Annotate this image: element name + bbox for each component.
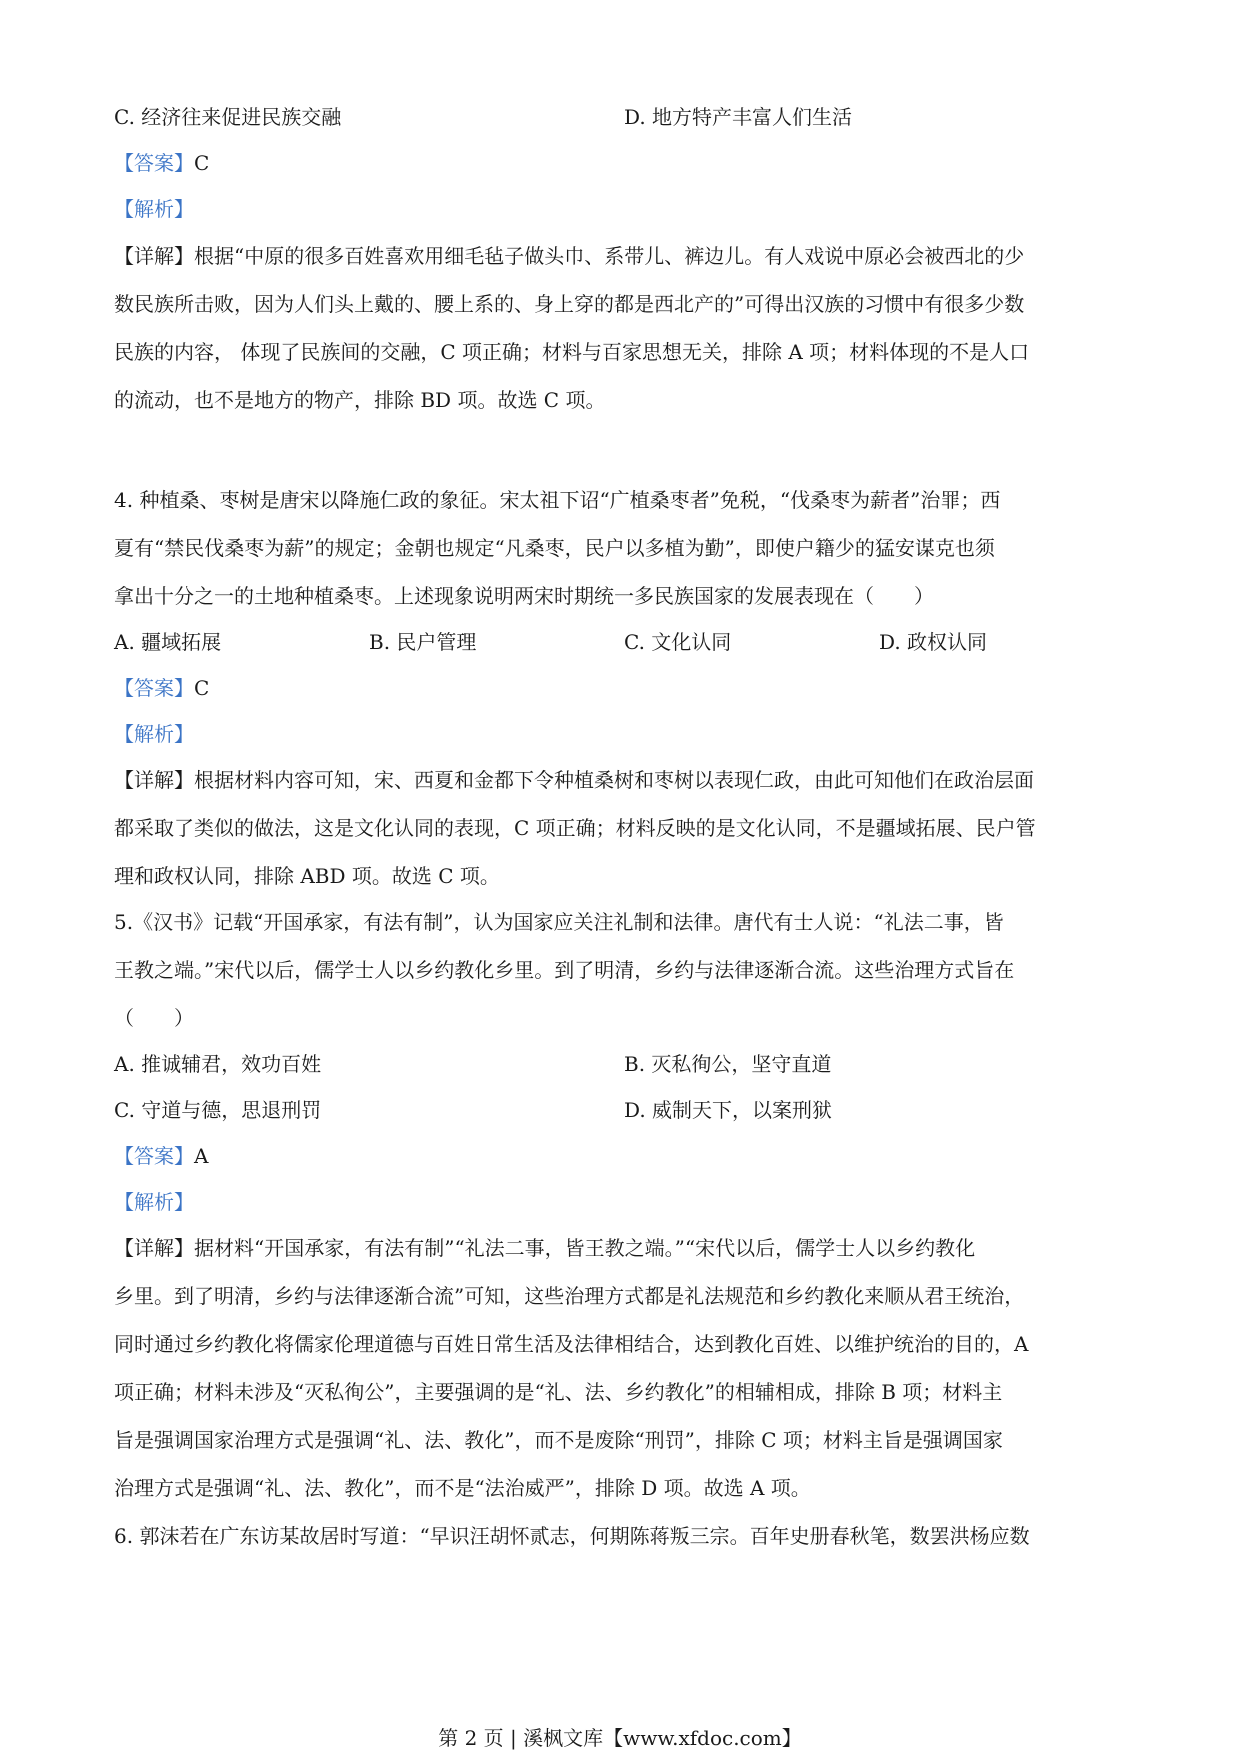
- q4-option-a: A. 疆域拓展: [114, 630, 222, 654]
- q3-detail-line: 民族的内容， 体现了民族间的交融，C 项正确；材料与百家思想无关，排除 A 项；材料体现的不是人口: [114, 340, 1030, 364]
- q3-option-c: C. 经济往来促进民族交融: [114, 105, 342, 129]
- q5-stem-line: 5.《汉书》记载“开国承家，有法有制”，认为国家应关注礼制和法律。唐代有士人说：“礼法二事，皆: [114, 910, 1004, 934]
- page-footer: 第 2 页 | 溪枫文库【www.xfdoc.com】: [438, 1726, 802, 1750]
- q5-stem-line: 王教之端。”宋代以后，儒学士人以乡约教化乡里。到了明清，乡约与法律逐渐合流。这些治理方式旨在: [114, 958, 1015, 982]
- q4-analysis-tag: 【解析】: [114, 722, 194, 746]
- answer-value: C: [194, 676, 210, 700]
- q3-answer: [114, 148, 1124, 178]
- q5-detail-line: 同时通过乡约教化将儒家伦理道德与百姓日常生活及法律相结合，达到教化百姓、以维护统治的目的，A: [114, 1332, 1029, 1356]
- q5-detail-line: 项正确；材料未涉及“灭私徇公”，主要强调的是“礼、法、乡约教化”的相辅相成，排除 B 项；材料主: [114, 1380, 1003, 1404]
- q3-analysis-tag: 【解析】: [114, 197, 194, 221]
- q4-detail-line: 都采取了类似的做法，这是文化认同的表现，C 项正确；材料反映的是文化认同，不是疆域拓展、民户管: [114, 816, 1036, 840]
- q5-option-b: B. 灭私徇公，坚守直道: [624, 1052, 832, 1076]
- q4-option-d: D. 政权认同: [879, 630, 988, 654]
- q5-stem-line: （ ）: [114, 1006, 194, 1030]
- q5-detail-line: 治理方式是强调“礼、法、教化”，而不是“法治威严”，排除 D 项。故选 A 项。: [114, 1476, 811, 1500]
- answer-value: C: [194, 151, 210, 175]
- q3-detail-line: 【详解】根据“中原的很多百姓喜欢用细毛毡子做头巾、系带儿、裤边儿。有人戏说中原必会被西北的少: [114, 244, 1025, 268]
- answer-tag: 【答案】: [114, 151, 194, 175]
- q5-options-row-1: [114, 1049, 1124, 1079]
- q4-option-b: B. 民户管理: [369, 630, 477, 654]
- q4-detail-line: 理和政权认同，排除 ABD 项。故选 C 项。: [114, 864, 500, 888]
- q3-detail-line: 数民族所击败，因为人们头上戴的、腰上系的、身上穿的都是西北产的”可得出汉族的习惯中有很多少数: [114, 292, 1025, 316]
- q5-detail-line: 旨是强调国家治理方式是强调“礼、法、教化”，而不是废除“刑罚”，排除 C 项；材料主旨是强调国家: [114, 1428, 1003, 1452]
- q5-analysis-tag: 【解析】: [114, 1190, 194, 1214]
- answer-tag: 【答案】: [114, 1144, 194, 1168]
- q4-answer: [114, 673, 1124, 703]
- q5-option-a: A. 推诚辅君，效功百姓: [114, 1052, 322, 1076]
- q6-stem-line: 6. 郭沫若在广东访某故居时写道：“早识汪胡怀贰志，何期陈蒋叛三宗。百年史册春秋笔，数罢洪杨应数: [114, 1524, 1030, 1548]
- q5-detail-line: 乡里。到了明清，乡约与法律逐渐合流”可知，这些治理方式都是礼法规范和乡约教化来顺从君王统治，: [114, 1284, 1025, 1308]
- q5-detail-line: 【详解】据材料“开国承家，有法有制”“礼法二事，皆王教之端。”“宋代以后，儒学士人以乡约教化: [114, 1236, 976, 1260]
- q5-options-row-2: [114, 1095, 1124, 1125]
- q5-option-c: C. 守道与德，思退刑罚: [114, 1098, 322, 1122]
- q4-detail-line: 【详解】根据材料内容可知，宋、西夏和金都下令种植桑树和枣树以表现仁政，由此可知他们在政治层面: [114, 768, 1034, 792]
- q4-option-c: C. 文化认同: [624, 630, 732, 654]
- q5-option-d: D. 威制天下，以案刑狱: [624, 1098, 833, 1122]
- q4-stem-line: 4. 种植桑、枣树是唐宋以降施仁政的象征。宋太祖下诏“广植桑枣者”免税，“伐桑枣为薪者”治罪；西: [114, 488, 1001, 512]
- answer-tag: 【答案】: [114, 676, 194, 700]
- q3-option-d: D. 地方特产丰富人们生活: [624, 105, 853, 129]
- q3-options-row: [114, 102, 1124, 132]
- answer-value: A: [194, 1144, 209, 1168]
- q3-detail-line: 的流动，也不是地方的物产，排除 BD 项。故选 C 项。: [114, 388, 606, 412]
- q4-stem-line: 夏有“禁民伐桑枣为薪”的规定；金朝也规定“凡桑枣，民户以多植为勤”，即使户籍少的猛安谋克也须: [114, 536, 995, 560]
- q5-answer: [114, 1141, 1124, 1171]
- q4-stem-line: 拿出十分之一的土地种植桑枣。上述现象说明两宋时期统一多民族国家的发展表现在（ ）: [114, 584, 934, 608]
